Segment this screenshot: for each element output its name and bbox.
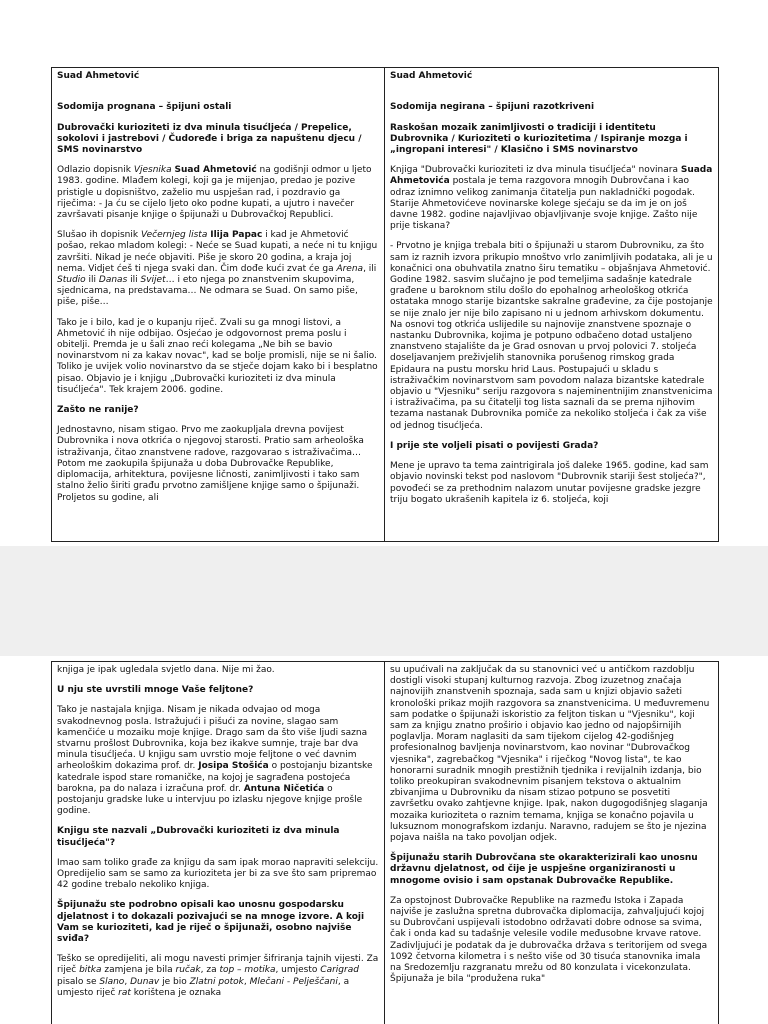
document-page-2 — [0, 656, 768, 1024]
article-title: Sodomija negirana – špijuni razotkriveni — [390, 102, 595, 113]
question: Špijunažu ste podrobno opisali kao unosnu gospodarsku djelatnost i to dokazali pozivajući se na mnoge izvore. A koji Vam se kurioziteti, kad je riječ o špijunaži, osobno najviše sviđa? — [57, 900, 365, 945]
left-column — [52, 662, 385, 1024]
article-title: Sodomija prognana – špijuni ostali — [57, 102, 232, 113]
author: Suad Ahmetović — [57, 71, 140, 81]
two-column-table — [51, 661, 719, 1024]
paragraph: knjiga je ipak ugledala svjetlo dana. Nije mi žao. — [57, 665, 275, 675]
right-column — [385, 68, 718, 541]
paragraph: Za opstojnost Dubrovačke Republike na razmeđu Istoka i Zapada najviše je zaslužna spretna dubrovačka diplomacija, zahvaljujući kojoj su Dubrovčani uspijevali istodobno održavati dobre odnose sa svima, čak i onda kad su tadašnje velesile vodile međusobne krvave ratove. Zadivljujući je podatak da je dubrovačka država s teritorijem od svega 1092 četvorna kilometra i s nešto više od 30 tisuća stanovnika imala na Sredozemlju razgranatu mrežu od 80 konzulata i vicekonzulata. Špijunaža je bila "produžena ruka" — [390, 895, 708, 985]
question: U nju ste uvrstili mnoge Vaše feljtone? — [57, 685, 254, 696]
paragraph: Tako je nastajala knjiga. Nisam je nikada odvajao od moga svakodnevnog posla. Istražujući i pišući za novine, slagao sam kamenčiće u mozaiku moje knjige. Drago sam da što više ljudi sazna stvarnu prošlost Dubrovnika, koja bez ikakve sumnje, traje bar dva minula tisućljeća. U knjigu sam uvrstio moje feljtone o već davnim arheološkim dokazima prof. dr. Josipa Stošića o postojanju bizantske katedrale ispod stare romaničke, na kojoj je sagrađena postojeća barokna, pa do nalaza i izračuna prof. dr. Antuna Ničetića o postojanju gradske luke u intervjuu po izlasku njegove knjige prošle godine. — [57, 705, 373, 817]
paragraph: Slušao ih dopisnik Večernjeg lista Ilija Papac i kad je Ahmetović pošao, rekao mladom kolegi: - Neće se Suad kupati, a neće ni tu knjigu završiti. Nikad je neće objaviti. Piše je skoro 20 godina, a kraja joj nema. Vidjet ćeš ti njega svaki dan. Čim dođe kući zvat će ga Arena, ili Studio ili Danas ili Svijet… i eto njega po znanstvenim skupovima, sjednicama, na predstavama… Ne odmara se Suad. On samo piše, piše, piše… — [57, 230, 378, 308]
paragraph: Knjiga "Dubrovački kurioziteti iz dva minula tisućljeća" novinara Suada Ahmetovića postala je tema razgovora mnogih Dubrovčana i kao odraz iznimno velikog zanimanja čitatelja pun nakladnički pogodak. Starije Ahmetovićeve novinarske kolege sjećaju se da im je on još davne 1982. godine najavljivao objavljivanje svoje knjige. Zašto nije prije tiskana? — [390, 165, 713, 232]
paragraph: Odlazio dopisnik Vjesnika Suad Ahmetović na godišnji odmor u ljeto 1983. godine. Mlađem kolegi, koji ga je mijenjao, predao je pozive pristigle u dopisništvo, zaželio mu uspješan rad, i pozdravio ga riječima: - Ja ću se cijelo ljeto oko podne kupati, a ujutro i navečer završavati pisanje knjige o špijunaži u Dubrovačkoj Republici. — [57, 165, 372, 221]
author: Suad Ahmetović — [390, 71, 473, 81]
question: Špijunažu starih Dubrovčana ste okarakterizirali kao unosnu državnu djelatnost, od čije je uspješne organiziranosti u mnogome ovisio i sam opstanak Dubrovačke Republike. — [390, 853, 698, 886]
paragraph: Jednostavno, nisam stigao. Prvo me zaokupljala drevna povijest Dubrovnika i nova otkrića o njegovoj starosti. Pratio sam arheološka istraživanja, čitao znanstvene radove, razgovarao s istraživačima… Potom me zaokupila špijunaža u doba Dubrovačke Republike, diplomacija, arhitektura, povijesne ličnosti, zanimljivosti i tako sam stalno želio širiti građu prvotno zamišljene knjige samo o špijunaži. Proljetos su godine, ali — [57, 425, 364, 503]
question: I prije ste voljeli pisati o povijesti Grada? — [390, 440, 599, 451]
question: Zašto ne ranije? — [57, 405, 139, 416]
article-subtitle: Raskošan mozaik zanimljivosti o tradiciji i identitetu Dubrovnika / Kurioziteti o kuriozitetima / Ispiranje mozga i „ingropani interesi" / Klasično i SMS novinarstvo — [390, 122, 688, 156]
left-column — [52, 68, 385, 541]
paragraph: - Prvotno je knjiga trebala biti o špijunaži u starom Dubrovniku, za što sam iz raznih izvora prikupio mnoštvo vrlo zanimljivih podataka, ali je u konačnici ona obuhvatila znatno širu tematiku – objašnjava Ahmetović. Godine 1982. sasvim slučajno je pod temeljima sadašnje katedrale građene u baroknom stilu došlo do epohalnog arheološkog otkrića ostataka mnogo starije bizantske sakralne građevine, za čije postojanje se nije znalo jer nije bilo zapisano ni u jednom arhivskom dokumentu. Na osnovi tog otkrića uslijedile su najnovije znanstvene spoznaje o nastanku Dubrovnika, kojima je potpuno odbačeno dotad ustaljeno znanstveno stajalište da je Grad osnovan u prvoj polovici 7. stoljeća doseljavanjem preživjelih stanovnika porušenog rimskog grada Epidaura na pustu morsku hrid Laus. Postupajući u skladu s istraživačkim novinarstvom sam povodom nalaza bizantske katedrale objavio u "Vjesniku" seriju razgovora s najeminentnijim znanstvenicima i istraživačima, pa su čitatelji tog lista saznali da se prema njihovim tezama nastanak Dubrovnika pomiče za nekoliko stoljeća i čak za više od jednog tisućljeća. — [390, 241, 713, 431]
two-column-table — [51, 67, 719, 542]
article-subtitle: Dubrovački kurioziteti iz dva minula tisućljeća / Prepelice, sokolovi i jastrebovi / Čudoređe i briga za napuštenu djecu / SMS novinarstvo — [57, 122, 362, 156]
question: Knjigu ste nazvali „Dubrovački kurioziteti iz dva minula tisućljeća"? — [57, 826, 340, 848]
paragraph: Imao sam toliko građe za knjigu da sam ipak morao napraviti selekciju. Opredijelio sam se samo za kurioziteta jer bi za sve što sam pripremao 42 godine trebalo nekoliko knjiga. — [57, 857, 379, 891]
paragraph: Teško se opredijeliti, ali mogu navesti primjer šifriranja tajnih vijesti. Za riječ bitka zamjena je bila ručak, za top – motika, umjesto Carigrad pisalo se Slano, Dunav je bio Zlatni potok, Mlečani - Pelješčani, a umjesto riječ rat korištena je oznaka — [57, 954, 379, 998]
paragraph: Tako je i bilo, kad je o kupanju riječ. Zvali su ga mnogi listovi, a Ahmetović ih nije odbijao. Osjećao je odgovornost prema poslu i obitelji. Premda je u šali znao reći kolegama „Ne bih se bavio novinarstvom ni za kakav novac", kad se bolje promisli, nije se ni šalio. Toliko je uvijek volio novinarstvo da se stječe dojam kako bi i besplatno pisao. Objavio je i knjigu „Dubrovački kurioziteti iz dva minula tisućljeća". Tek krajem 2006. godine. — [57, 317, 378, 395]
paragraph: Mene je upravo ta tema zaintrigirala još daleke 1965. godine, kad sam objavio novinski tekst pod naslovom "Dubrovnik stariji šest stoljeća?", povođeći se za prethodnim nalazom unutar povijesne gradske jezgre triju bogato ukrašenih kapitela iz 6. stoljeća, koji — [390, 461, 709, 505]
paragraph: su upućivali na zaključak da su stanovnici već u antičkom razdoblju dostigli visoki stupanj kulturnog razvoja. Zbog izuzetnog značaja najnovijih znanstvenih spoznaja, sada sam u knjizi objavio sažeti kronološki prikaz mojih razgovora sa znanstvenicima. U međuvremenu sam podatke o špijunaži iskoristio za feljton tiskan u "Vjesniku", koji sam za knjigu znatno proširio i objavio kao jedno od najopširnijih poglavlja. Moram naglasiti da sam tijekom cijelog 42-godišnjeg profesionalnog bavljenja novinarstvom, kao novinar "Dubrovačkog vjesnika", zagrebačkog "Vjesnika" i riječkog "Novog lista", te kao honorarni suradnik mnogih prestižnih tjednika i revijalnih izdanja, bio toliko preokupiran svakodnevnim pisanjem tekstova o aktualnim zbivanjima u Dubrovniku da nisam stizao potpuno se posvetiti završetku ovako zahtjevne knjige. Ipak, nakon dugogodišnjeg slaganja mozaika kurioziteta o raznim temama, knjiga se konačno pojavila u luksuznom monografskom izdanju. Naravno, radujem se što je njezina pojava naišla na tako povoljan odjek. — [390, 665, 710, 844]
right-column — [385, 662, 718, 1024]
